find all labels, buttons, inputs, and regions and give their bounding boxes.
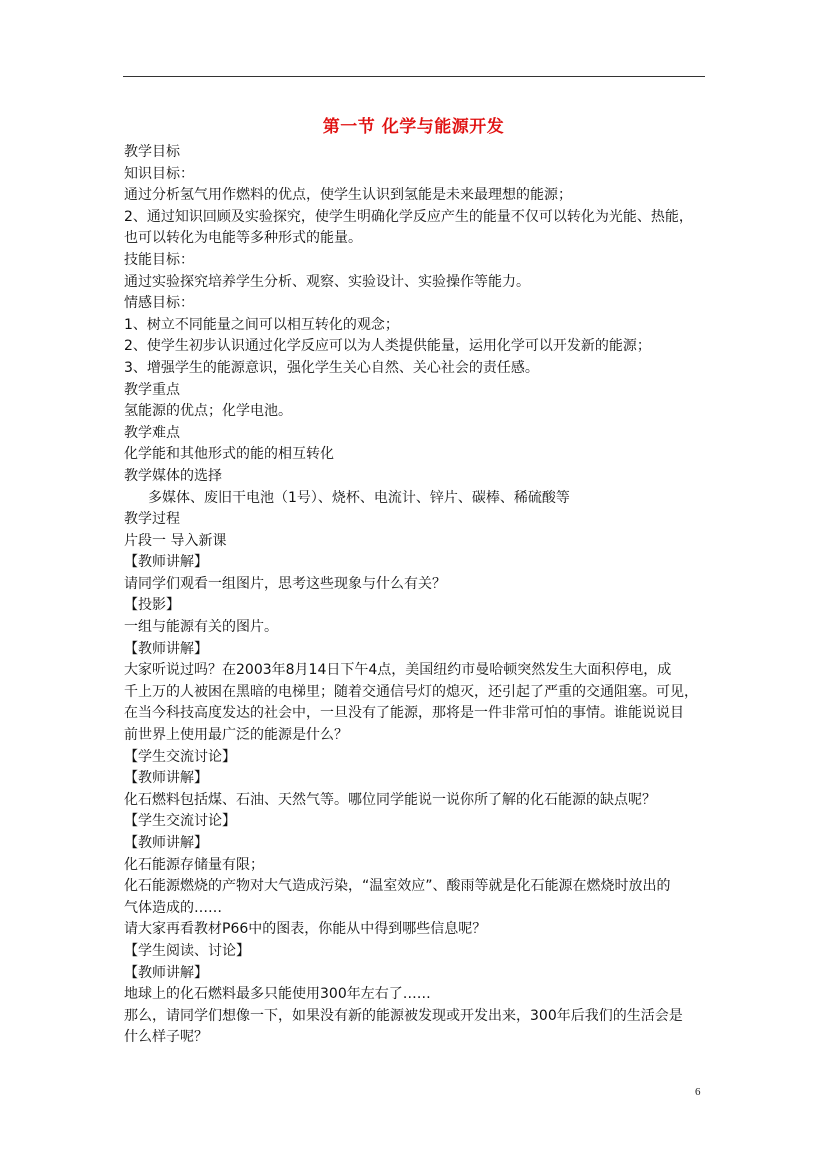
text-line: 前世界上使用最广泛的能源是什么？	[124, 727, 348, 744]
text-line: 在当今科技高度发达的社会中，一旦没有了能源，那将是一件非常可怕的事情。谁能说说目	[124, 705, 684, 722]
text-line: 通过分析氢气用作燃料的优点，使学生认识到氢能是未来最理想的能源；	[124, 187, 572, 204]
text-line: 化学能和其他形式的能的相互转化	[124, 446, 334, 463]
text-line: 【学生交流讨论】	[124, 813, 236, 830]
text-line: 2、通过知识回顾及实验探究，使学生明确化学反应产生的能量不仅可以转化为光能、热能，	[124, 208, 693, 225]
text-line: 请大家再看教材P66中的图表，你能从中得到哪些信息呢？	[124, 921, 487, 938]
text-line: 1、树立不同能量之间可以相互转化的观念；	[124, 316, 399, 333]
text-line: 千上万的人被困在黑暗的电梯里；随着交通信号灯的熄灭，还引起了严重的交通阻塞。可见，	[124, 683, 698, 700]
text-line: 气体造成的……	[124, 899, 222, 916]
text-line: 教学目标	[124, 144, 180, 160]
document-body	[124, 142, 704, 1049]
text-line: 通过实验探究培养学生分析、观察、实验设计、实验操作等能力。	[124, 273, 530, 290]
text-line: 一组与能源有关的图片。	[124, 619, 278, 636]
header-rule	[123, 76, 705, 77]
text-line: 氢能源的优点；化学电池。	[124, 403, 292, 420]
text-line: 教学媒体的选择	[124, 467, 222, 484]
text-line: 【教师讲解】	[124, 770, 208, 787]
text-line: 那么，请同学们想像一下，如果没有新的能源被发现或开发出来，300年后我们的生活会是	[124, 1007, 683, 1024]
text-line: 教学过程	[124, 511, 180, 528]
text-line: 技能目标：	[124, 251, 194, 268]
text-line: 【教师讲解】	[124, 640, 208, 657]
text-line: 大家听说过吗？在2003年8月14日下午4点，美国纽约市曼哈顿突然发生大面积停电，成	[124, 662, 672, 679]
text-line: 2、使学生初步认识通过化学反应可以为人类提供能量，运用化学可以开发新的能源；	[124, 338, 651, 355]
text-line: 【投影】	[124, 597, 180, 614]
text-line: 也可以转化为电能等多种形式的能量。	[124, 230, 362, 247]
text-line: 化石能源燃烧的产物对大气造成污染，“温室效应”、酸雨等就是化石能源在燃烧时放出的	[124, 878, 671, 895]
page-title: 第一节 化学与能源开发	[322, 117, 505, 137]
text-line: 情感目标：	[124, 295, 194, 312]
text-line: 化石能源存储量有限；	[124, 856, 264, 873]
page-number: 6	[695, 1086, 701, 1098]
text-line: 地球上的化石燃料最多只能使用300年左右了……	[124, 986, 431, 1003]
text-line: 【教师讲解】	[124, 835, 208, 851]
text-line: 化石燃料包括煤、石油、天然气等。哪位同学能说一说你所了解的化石能源的缺点呢？	[124, 791, 656, 808]
text-line: 教学重点	[124, 381, 180, 398]
text-line: 请同学们观看一组图片，思考这些现象与什么有关？	[124, 575, 446, 592]
text-line: 多媒体、废旧干电池（1号）、烧杯、电流计、锌片、碳棒、稀硫酸等	[148, 489, 570, 506]
text-line: 3、增强学生的能源意识，强化学生关心自然、关心社会的责任感。	[124, 359, 539, 376]
text-line: 知识目标：	[124, 165, 194, 182]
text-line: 片段一 导入新课	[124, 532, 227, 549]
text-line: 【教师讲解】	[124, 964, 208, 981]
text-line: 【学生交流讨论】	[124, 748, 236, 765]
text-line: 教学难点	[124, 424, 180, 441]
text-line: 【教师讲解】	[124, 554, 208, 571]
text-line: 【学生阅读、讨论】	[124, 942, 250, 959]
text-line: 什么样子呢？	[124, 1029, 208, 1046]
